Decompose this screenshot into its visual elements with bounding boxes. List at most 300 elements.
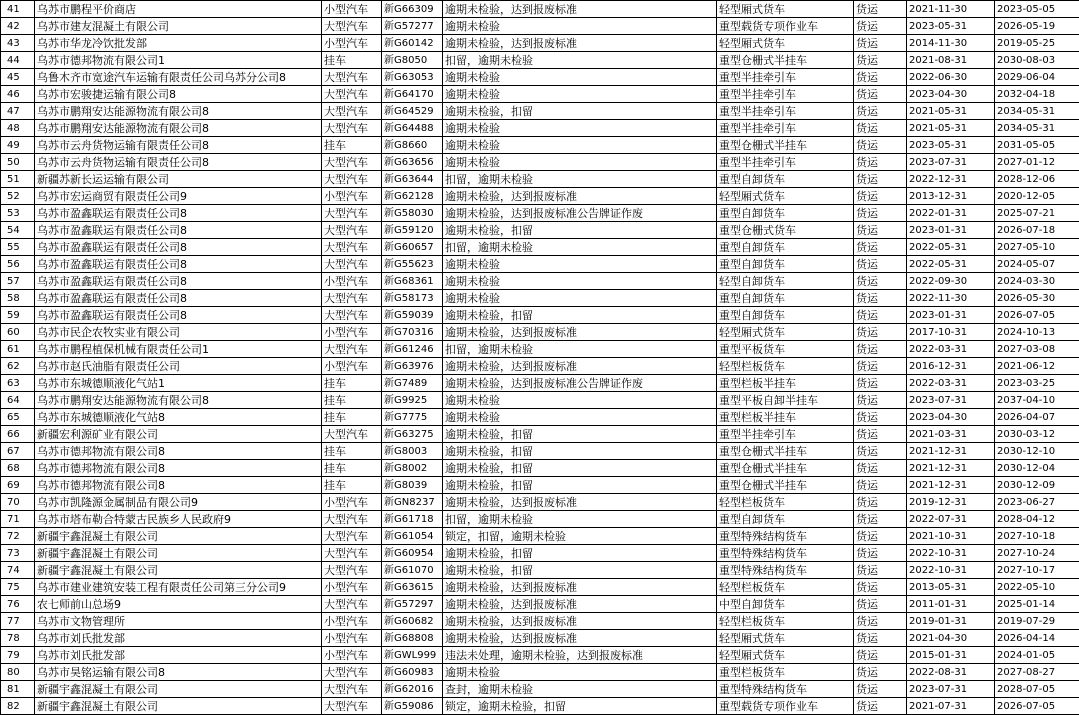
company-cell[interactable]: 新疆宇鑫混凝土有限公司 (35, 545, 322, 562)
usage-cell[interactable]: 货运 (854, 341, 907, 358)
row-number-cell[interactable]: 60 (1, 324, 35, 341)
status-cell[interactable]: 逾期未检验 (443, 69, 717, 86)
status-cell[interactable]: 逾期未检验 (443, 409, 717, 426)
usage-cell[interactable]: 货运 (854, 664, 907, 681)
inspection-date-cell[interactable]: 2022-07-31 (907, 511, 995, 528)
company-cell[interactable]: 新疆宇鑫混凝土有限公司 (35, 681, 322, 698)
usage-cell[interactable]: 货运 (854, 1, 907, 18)
inspection-date-cell[interactable]: 2013-05-31 (907, 579, 995, 596)
status-cell[interactable]: 逾期未检验 (443, 273, 717, 290)
usage-cell[interactable]: 货运 (854, 426, 907, 443)
status-cell[interactable]: 逾期未检验，达到报废标准公告牌证作废 (443, 375, 717, 392)
row-number-cell[interactable]: 70 (1, 494, 35, 511)
status-cell[interactable]: 逾期未检验，达到报废标准 (443, 494, 717, 511)
plate-type-cell[interactable]: 挂车 (322, 137, 382, 154)
inspection-date-cell[interactable]: 2021-12-31 (907, 443, 995, 460)
plate-number-cell[interactable]: 新G59086 (382, 698, 443, 715)
plate-type-cell[interactable]: 大型汽车 (322, 681, 382, 698)
vehicle-type-cell[interactable]: 重型自卸货车 (717, 307, 854, 324)
usage-cell[interactable]: 货运 (854, 86, 907, 103)
company-cell[interactable]: 乌苏市建业建筑安装工程有限责任公司第三分公司9 (35, 579, 322, 596)
plate-number-cell[interactable]: 新G68361 (382, 273, 443, 290)
scrap-date-cell[interactable]: 2029-06-04 (995, 69, 1079, 86)
status-cell[interactable]: 扣留，逾期未检验 (443, 511, 717, 528)
usage-cell[interactable]: 货运 (854, 477, 907, 494)
vehicle-type-cell[interactable]: 轻型栏板货车 (717, 494, 854, 511)
usage-cell[interactable]: 货运 (854, 290, 907, 307)
company-cell[interactable]: 乌苏市盈鑫联运有限责任公司8 (35, 290, 322, 307)
usage-cell[interactable]: 货运 (854, 307, 907, 324)
row-number-cell[interactable]: 68 (1, 460, 35, 477)
plate-number-cell[interactable]: 新G57277 (382, 18, 443, 35)
company-cell[interactable]: 乌苏市德邦物流有限公司8 (35, 460, 322, 477)
usage-cell[interactable]: 货运 (854, 545, 907, 562)
usage-cell[interactable]: 货运 (854, 596, 907, 613)
inspection-date-cell[interactable]: 2022-06-30 (907, 69, 995, 86)
scrap-date-cell[interactable]: 2030-12-09 (995, 477, 1079, 494)
company-cell[interactable]: 乌苏市盈鑫联运有限责任公司8 (35, 273, 322, 290)
plate-number-cell[interactable]: 新G70316 (382, 324, 443, 341)
scrap-date-cell[interactable]: 2027-10-24 (995, 545, 1079, 562)
inspection-date-cell[interactable]: 2021-05-31 (907, 103, 995, 120)
plate-type-cell[interactable]: 挂车 (322, 477, 382, 494)
inspection-date-cell[interactable]: 2021-07-31 (907, 698, 995, 715)
inspection-date-cell[interactable]: 2021-12-31 (907, 477, 995, 494)
scrap-date-cell[interactable]: 2032-04-18 (995, 86, 1079, 103)
vehicle-type-cell[interactable]: 轻型厢式货车 (717, 630, 854, 647)
company-cell[interactable]: 乌苏市宏骏捷运输有限公司8 (35, 86, 322, 103)
scrap-date-cell[interactable]: 2027-10-18 (995, 528, 1079, 545)
vehicle-type-cell[interactable]: 重型仓栅式货车 (717, 222, 854, 239)
plate-number-cell[interactable]: 新G60983 (382, 664, 443, 681)
usage-cell[interactable]: 货运 (854, 103, 907, 120)
plate-number-cell[interactable]: 新G8002 (382, 460, 443, 477)
row-number-cell[interactable]: 81 (1, 681, 35, 698)
scrap-date-cell[interactable]: 2028-07-05 (995, 681, 1079, 698)
company-cell[interactable]: 新疆宇鑫混凝土有限公司 (35, 562, 322, 579)
plate-number-cell[interactable]: 新G9925 (382, 392, 443, 409)
plate-number-cell[interactable]: 新G57297 (382, 596, 443, 613)
row-number-cell[interactable]: 47 (1, 103, 35, 120)
plate-type-cell[interactable]: 小型汽车 (322, 1, 382, 18)
usage-cell[interactable]: 货运 (854, 154, 907, 171)
inspection-date-cell[interactable]: 2021-10-31 (907, 528, 995, 545)
inspection-date-cell[interactable]: 2017-10-31 (907, 324, 995, 341)
plate-number-cell[interactable]: 新G63656 (382, 154, 443, 171)
vehicle-type-cell[interactable]: 重型仓栅式半挂车 (717, 477, 854, 494)
vehicle-type-cell[interactable]: 重型半挂牵引车 (717, 86, 854, 103)
vehicle-type-cell[interactable]: 轻型栏板货车 (717, 358, 854, 375)
scrap-date-cell[interactable]: 2026-05-19 (995, 18, 1079, 35)
vehicle-type-cell[interactable]: 轻型厢式货车 (717, 35, 854, 52)
plate-number-cell[interactable]: 新G64170 (382, 86, 443, 103)
status-cell[interactable]: 逾期未检验 (443, 256, 717, 273)
status-cell[interactable]: 逾期未检验，达到报废标准 (443, 35, 717, 52)
scrap-date-cell[interactable]: 2026-04-07 (995, 409, 1079, 426)
usage-cell[interactable]: 货运 (854, 511, 907, 528)
status-cell[interactable]: 锁定，扣留，逾期未检验 (443, 528, 717, 545)
status-cell[interactable]: 逾期未检验，达到报废标准 (443, 324, 717, 341)
company-cell[interactable]: 乌苏市鹏翔安达能源物流有限公司8 (35, 392, 322, 409)
vehicle-type-cell[interactable]: 重型仓栅式半挂车 (717, 443, 854, 460)
plate-number-cell[interactable]: 新G62128 (382, 188, 443, 205)
usage-cell[interactable]: 货运 (854, 256, 907, 273)
plate-type-cell[interactable]: 大型汽车 (322, 103, 382, 120)
company-cell[interactable]: 乌苏市赵氏油脂有限责任公司 (35, 358, 322, 375)
inspection-date-cell[interactable]: 2015-01-31 (907, 647, 995, 664)
vehicle-type-cell[interactable]: 轻型厢式货车 (717, 647, 854, 664)
status-cell[interactable]: 逾期未检验 (443, 18, 717, 35)
usage-cell[interactable]: 货运 (854, 239, 907, 256)
status-cell[interactable]: 逾期未检验，达到报废标准公告牌证作废 (443, 205, 717, 222)
status-cell[interactable]: 扣留，逾期未检验 (443, 341, 717, 358)
company-cell[interactable]: 乌苏市盈鑫联运有限责任公司8 (35, 239, 322, 256)
row-number-cell[interactable]: 80 (1, 664, 35, 681)
vehicle-type-cell[interactable]: 重型载货专项作业车 (717, 698, 854, 715)
inspection-date-cell[interactable]: 2021-04-30 (907, 630, 995, 647)
plate-number-cell[interactable]: 新G8660 (382, 137, 443, 154)
scrap-date-cell[interactable]: 2024-05-07 (995, 256, 1079, 273)
plate-type-cell[interactable]: 挂车 (322, 409, 382, 426)
row-number-cell[interactable]: 57 (1, 273, 35, 290)
status-cell[interactable]: 逾期未检验，达到报废标准 (443, 579, 717, 596)
row-number-cell[interactable]: 50 (1, 154, 35, 171)
scrap-date-cell[interactable]: 2030-12-10 (995, 443, 1079, 460)
usage-cell[interactable]: 货运 (854, 52, 907, 69)
usage-cell[interactable]: 货运 (854, 460, 907, 477)
status-cell[interactable]: 逾期未检验 (443, 290, 717, 307)
inspection-date-cell[interactable]: 2022-10-31 (907, 545, 995, 562)
usage-cell[interactable]: 货运 (854, 137, 907, 154)
usage-cell[interactable]: 货运 (854, 375, 907, 392)
company-cell[interactable]: 乌苏市东城德顺液化气站8 (35, 409, 322, 426)
vehicle-type-cell[interactable]: 重型特殊结构货车 (717, 528, 854, 545)
plate-type-cell[interactable]: 小型汽车 (322, 324, 382, 341)
status-cell[interactable]: 扣留，逾期未检验 (443, 239, 717, 256)
scrap-date-cell[interactable]: 2023-05-05 (995, 1, 1079, 18)
row-number-cell[interactable]: 78 (1, 630, 35, 647)
inspection-date-cell[interactable]: 2022-09-30 (907, 273, 995, 290)
usage-cell[interactable]: 货运 (854, 324, 907, 341)
plate-number-cell[interactable]: 新G58030 (382, 205, 443, 222)
vehicle-type-cell[interactable]: 重型自卸货车 (717, 256, 854, 273)
row-number-cell[interactable]: 46 (1, 86, 35, 103)
vehicle-type-cell[interactable]: 重型自卸货车 (717, 239, 854, 256)
status-cell[interactable]: 逾期未检验 (443, 664, 717, 681)
row-number-cell[interactable]: 74 (1, 562, 35, 579)
plate-type-cell[interactable]: 小型汽车 (322, 613, 382, 630)
inspection-date-cell[interactable]: 2022-10-31 (907, 562, 995, 579)
inspection-date-cell[interactable]: 2022-05-31 (907, 239, 995, 256)
inspection-date-cell[interactable]: 2021-08-31 (907, 52, 995, 69)
company-cell[interactable]: 乌苏市鹏程平价商店 (35, 1, 322, 18)
company-cell[interactable]: 乌苏市东城德顺液化气站1 (35, 375, 322, 392)
row-number-cell[interactable]: 51 (1, 171, 35, 188)
status-cell[interactable]: 逾期未检验 (443, 154, 717, 171)
row-number-cell[interactable]: 49 (1, 137, 35, 154)
scrap-date-cell[interactable]: 2027-01-12 (995, 154, 1079, 171)
usage-cell[interactable]: 货运 (854, 647, 907, 664)
company-cell[interactable]: 乌苏市民企农牧实业有限公司 (35, 324, 322, 341)
plate-number-cell[interactable]: 新G63644 (382, 171, 443, 188)
plate-type-cell[interactable]: 大型汽车 (322, 511, 382, 528)
company-cell[interactable]: 乌苏市华龙冷饮批发部 (35, 35, 322, 52)
status-cell[interactable]: 逾期未检验，达到报废标准 (443, 188, 717, 205)
vehicle-type-cell[interactable]: 重型半挂牵引车 (717, 69, 854, 86)
plate-type-cell[interactable]: 大型汽车 (322, 307, 382, 324)
plate-number-cell[interactable]: 新G61070 (382, 562, 443, 579)
row-number-cell[interactable]: 65 (1, 409, 35, 426)
row-number-cell[interactable]: 44 (1, 52, 35, 69)
scrap-date-cell[interactable]: 2019-05-25 (995, 35, 1079, 52)
plate-number-cell[interactable]: 新G7775 (382, 409, 443, 426)
company-cell[interactable]: 乌苏市德邦物流有限公司1 (35, 52, 322, 69)
scrap-date-cell[interactable]: 2027-08-27 (995, 664, 1079, 681)
inspection-date-cell[interactable]: 2023-05-31 (907, 18, 995, 35)
inspection-date-cell[interactable]: 2022-11-30 (907, 290, 995, 307)
company-cell[interactable]: 乌苏市德邦物流有限公司8 (35, 477, 322, 494)
row-number-cell[interactable]: 79 (1, 647, 35, 664)
scrap-date-cell[interactable]: 2027-03-08 (995, 341, 1079, 358)
vehicle-type-cell[interactable]: 重型特殊结构货车 (717, 681, 854, 698)
plate-number-cell[interactable]: 新G63976 (382, 358, 443, 375)
usage-cell[interactable]: 货运 (854, 35, 907, 52)
vehicle-type-cell[interactable]: 重型半挂牵引车 (717, 103, 854, 120)
status-cell[interactable]: 扣留，逾期未检验 (443, 52, 717, 69)
status-cell[interactable]: 逾期未检验，扣留 (443, 562, 717, 579)
scrap-date-cell[interactable]: 2028-12-06 (995, 171, 1079, 188)
scrap-date-cell[interactable]: 2030-03-12 (995, 426, 1079, 443)
scrap-date-cell[interactable]: 2031-05-05 (995, 137, 1079, 154)
scrap-date-cell[interactable]: 2025-01-14 (995, 596, 1079, 613)
plate-number-cell[interactable]: 新G58173 (382, 290, 443, 307)
inspection-date-cell[interactable]: 2016-12-31 (907, 358, 995, 375)
vehicle-type-cell[interactable]: 重型栏板半挂车 (717, 409, 854, 426)
scrap-date-cell[interactable]: 2026-07-18 (995, 222, 1079, 239)
vehicle-type-cell[interactable]: 轻型厢式货车 (717, 324, 854, 341)
plate-type-cell[interactable]: 大型汽车 (322, 222, 382, 239)
status-cell[interactable]: 逾期未检验 (443, 120, 717, 137)
plate-number-cell[interactable]: 新G7489 (382, 375, 443, 392)
plate-number-cell[interactable]: 新G60657 (382, 239, 443, 256)
scrap-date-cell[interactable]: 2025-07-21 (995, 205, 1079, 222)
vehicle-type-cell[interactable]: 重型特殊结构货车 (717, 545, 854, 562)
plate-type-cell[interactable]: 大型汽车 (322, 239, 382, 256)
plate-number-cell[interactable]: 新G8003 (382, 443, 443, 460)
company-cell[interactable]: 乌苏市凯隆源金属制品有限公司9 (35, 494, 322, 511)
vehicle-type-cell[interactable]: 重型仓栅式半挂车 (717, 460, 854, 477)
plate-type-cell[interactable]: 大型汽车 (322, 256, 382, 273)
row-number-cell[interactable]: 72 (1, 528, 35, 545)
status-cell[interactable]: 逾期未检验，扣留 (443, 460, 717, 477)
company-cell[interactable]: 乌苏市鹏程植保机械有限责任公司1 (35, 341, 322, 358)
company-cell[interactable]: 乌苏市盈鑫联运有限责任公司8 (35, 307, 322, 324)
status-cell[interactable]: 逾期未检验，达到报废标准 (443, 613, 717, 630)
usage-cell[interactable]: 货运 (854, 171, 907, 188)
plate-number-cell[interactable]: 新G66309 (382, 1, 443, 18)
plate-type-cell[interactable]: 小型汽车 (322, 188, 382, 205)
row-number-cell[interactable]: 58 (1, 290, 35, 307)
plate-type-cell[interactable]: 大型汽车 (322, 154, 382, 171)
scrap-date-cell[interactable]: 2021-06-12 (995, 358, 1079, 375)
plate-type-cell[interactable]: 小型汽车 (322, 494, 382, 511)
vehicle-type-cell[interactable]: 重型栏板半挂车 (717, 375, 854, 392)
scrap-date-cell[interactable]: 2026-07-05 (995, 698, 1079, 715)
status-cell[interactable]: 逾期未检验，扣留 (443, 307, 717, 324)
row-number-cell[interactable]: 66 (1, 426, 35, 443)
plate-number-cell[interactable]: 新G61718 (382, 511, 443, 528)
plate-type-cell[interactable]: 大型汽车 (322, 18, 382, 35)
row-number-cell[interactable]: 67 (1, 443, 35, 460)
status-cell[interactable]: 逾期未检验，达到报废标准 (443, 596, 717, 613)
row-number-cell[interactable]: 71 (1, 511, 35, 528)
vehicle-type-cell[interactable]: 轻型厢式货车 (717, 1, 854, 18)
inspection-date-cell[interactable]: 2023-01-31 (907, 307, 995, 324)
company-cell[interactable]: 新疆宏利源矿业有限公司 (35, 426, 322, 443)
row-number-cell[interactable]: 45 (1, 69, 35, 86)
usage-cell[interactable]: 货运 (854, 698, 907, 715)
plate-type-cell[interactable]: 大型汽车 (322, 290, 382, 307)
vehicle-type-cell[interactable]: 重型载货专项作业车 (717, 18, 854, 35)
status-cell[interactable]: 逾期未检验，扣留 (443, 222, 717, 239)
inspection-date-cell[interactable]: 2023-07-31 (907, 154, 995, 171)
vehicle-type-cell[interactable]: 轻型栏板货车 (717, 579, 854, 596)
inspection-date-cell[interactable]: 2021-12-31 (907, 460, 995, 477)
plate-type-cell[interactable]: 小型汽车 (322, 35, 382, 52)
row-number-cell[interactable]: 48 (1, 120, 35, 137)
scrap-date-cell[interactable]: 2024-10-13 (995, 324, 1079, 341)
usage-cell[interactable]: 货运 (854, 409, 907, 426)
inspection-date-cell[interactable]: 2019-01-31 (907, 613, 995, 630)
inspection-date-cell[interactable]: 2023-01-31 (907, 222, 995, 239)
inspection-date-cell[interactable]: 2023-07-31 (907, 392, 995, 409)
company-cell[interactable]: 乌苏市刘氏批发部 (35, 630, 322, 647)
plate-type-cell[interactable]: 小型汽车 (322, 647, 382, 664)
company-cell[interactable]: 乌苏市文物管理所 (35, 613, 322, 630)
plate-type-cell[interactable]: 大型汽车 (322, 596, 382, 613)
usage-cell[interactable]: 货运 (854, 443, 907, 460)
row-number-cell[interactable]: 43 (1, 35, 35, 52)
usage-cell[interactable]: 货运 (854, 613, 907, 630)
plate-number-cell[interactable]: 新G63615 (382, 579, 443, 596)
status-cell[interactable]: 逾期未检验 (443, 86, 717, 103)
plate-number-cell[interactable]: 新G64488 (382, 120, 443, 137)
plate-type-cell[interactable]: 大型汽车 (322, 86, 382, 103)
vehicle-type-cell[interactable]: 重型仓栅式半挂车 (717, 137, 854, 154)
row-number-cell[interactable]: 42 (1, 18, 35, 35)
row-number-cell[interactable]: 52 (1, 188, 35, 205)
plate-type-cell[interactable]: 挂车 (322, 392, 382, 409)
company-cell[interactable]: 乌苏市盈鑫联运有限责任公司8 (35, 205, 322, 222)
inspection-date-cell[interactable]: 2021-05-31 (907, 120, 995, 137)
plate-number-cell[interactable]: 新GWL999 (382, 647, 443, 664)
vehicle-type-cell[interactable]: 轻型自卸货车 (717, 273, 854, 290)
company-cell[interactable]: 乌苏市宏运商贸有限责任公司9 (35, 188, 322, 205)
vehicle-type-cell[interactable]: 重型半挂牵引车 (717, 154, 854, 171)
scrap-date-cell[interactable]: 2022-05-10 (995, 579, 1079, 596)
row-number-cell[interactable]: 54 (1, 222, 35, 239)
plate-type-cell[interactable]: 小型汽车 (322, 579, 382, 596)
plate-type-cell[interactable]: 小型汽车 (322, 358, 382, 375)
plate-number-cell[interactable]: 新G59039 (382, 307, 443, 324)
usage-cell[interactable]: 货运 (854, 69, 907, 86)
plate-type-cell[interactable]: 大型汽车 (322, 528, 382, 545)
scrap-date-cell[interactable]: 2024-03-30 (995, 273, 1079, 290)
scrap-date-cell[interactable]: 2019-07-29 (995, 613, 1079, 630)
vehicle-type-cell[interactable]: 轻型栏板货车 (717, 613, 854, 630)
plate-type-cell[interactable]: 小型汽车 (322, 273, 382, 290)
usage-cell[interactable]: 货运 (854, 494, 907, 511)
inspection-date-cell[interactable]: 2021-03-31 (907, 426, 995, 443)
scrap-date-cell[interactable]: 2023-03-25 (995, 375, 1079, 392)
company-cell[interactable]: 新疆宇鑫混凝土有限公司 (35, 698, 322, 715)
row-number-cell[interactable]: 56 (1, 256, 35, 273)
scrap-date-cell[interactable]: 2030-08-03 (995, 52, 1079, 69)
scrap-date-cell[interactable]: 2034-05-31 (995, 120, 1079, 137)
company-cell[interactable]: 乌苏市盈鑫联运有限责任公司8 (35, 222, 322, 239)
row-number-cell[interactable]: 73 (1, 545, 35, 562)
scrap-date-cell[interactable]: 2028-04-12 (995, 511, 1079, 528)
plate-number-cell[interactable]: 新G61054 (382, 528, 443, 545)
plate-number-cell[interactable]: 新GN8237 (382, 494, 443, 511)
vehicle-type-cell[interactable]: 重型自卸货车 (717, 511, 854, 528)
plate-type-cell[interactable]: 大型汽车 (322, 120, 382, 137)
usage-cell[interactable]: 货运 (854, 630, 907, 647)
plate-number-cell[interactable]: 新G68808 (382, 630, 443, 647)
scrap-date-cell[interactable]: 2020-12-05 (995, 188, 1079, 205)
vehicle-type-cell[interactable]: 重型特殊结构货车 (717, 562, 854, 579)
status-cell[interactable]: 查封，逾期未检验 (443, 681, 717, 698)
inspection-date-cell[interactable]: 2013-12-31 (907, 188, 995, 205)
plate-number-cell[interactable]: 新G61246 (382, 341, 443, 358)
status-cell[interactable]: 锁定，逾期未检验，扣留 (443, 698, 717, 715)
row-number-cell[interactable]: 75 (1, 579, 35, 596)
inspection-date-cell[interactable]: 2022-03-31 (907, 341, 995, 358)
company-cell[interactable]: 乌鲁木齐市宽途汽车运输有限责任公司乌苏分公司8 (35, 69, 322, 86)
vehicle-type-cell[interactable]: 重型平板货车 (717, 341, 854, 358)
status-cell[interactable]: 逾期未检验，扣留 (443, 103, 717, 120)
status-cell[interactable]: 逾期未检验，扣留 (443, 545, 717, 562)
status-cell[interactable]: 扣留，逾期未检验 (443, 171, 717, 188)
vehicle-type-cell[interactable]: 重型仓栅式半挂车 (717, 52, 854, 69)
status-cell[interactable]: 逾期未检验，达到报废标准 (443, 358, 717, 375)
usage-cell[interactable]: 货运 (854, 205, 907, 222)
inspection-date-cell[interactable]: 2023-05-31 (907, 137, 995, 154)
scrap-date-cell[interactable]: 2027-05-10 (995, 239, 1079, 256)
company-cell[interactable]: 农七师前山总场9 (35, 596, 322, 613)
company-cell[interactable]: 新疆宇鑫混凝土有限公司 (35, 528, 322, 545)
row-number-cell[interactable]: 55 (1, 239, 35, 256)
company-cell[interactable]: 乌苏市鹏翔安达能源物流有限公司8 (35, 103, 322, 120)
inspection-date-cell[interactable]: 2022-12-31 (907, 171, 995, 188)
scrap-date-cell[interactable]: 2023-06-27 (995, 494, 1079, 511)
usage-cell[interactable]: 货运 (854, 18, 907, 35)
row-number-cell[interactable]: 82 (1, 698, 35, 715)
scrap-date-cell[interactable]: 2034-05-31 (995, 103, 1079, 120)
plate-type-cell[interactable]: 大型汽车 (322, 69, 382, 86)
status-cell[interactable]: 逾期未检验 (443, 392, 717, 409)
plate-type-cell[interactable]: 大型汽车 (322, 698, 382, 715)
plate-type-cell[interactable]: 挂车 (322, 375, 382, 392)
inspection-date-cell[interactable]: 2023-07-31 (907, 681, 995, 698)
usage-cell[interactable]: 货运 (854, 120, 907, 137)
status-cell[interactable]: 逾期未检验，扣留 (443, 443, 717, 460)
company-cell[interactable]: 新疆苏新长运运输有限公司 (35, 171, 322, 188)
plate-type-cell[interactable]: 大型汽车 (322, 664, 382, 681)
inspection-date-cell[interactable]: 2014-11-30 (907, 35, 995, 52)
status-cell[interactable]: 逾期未检验，扣留 (443, 477, 717, 494)
row-number-cell[interactable]: 76 (1, 596, 35, 613)
